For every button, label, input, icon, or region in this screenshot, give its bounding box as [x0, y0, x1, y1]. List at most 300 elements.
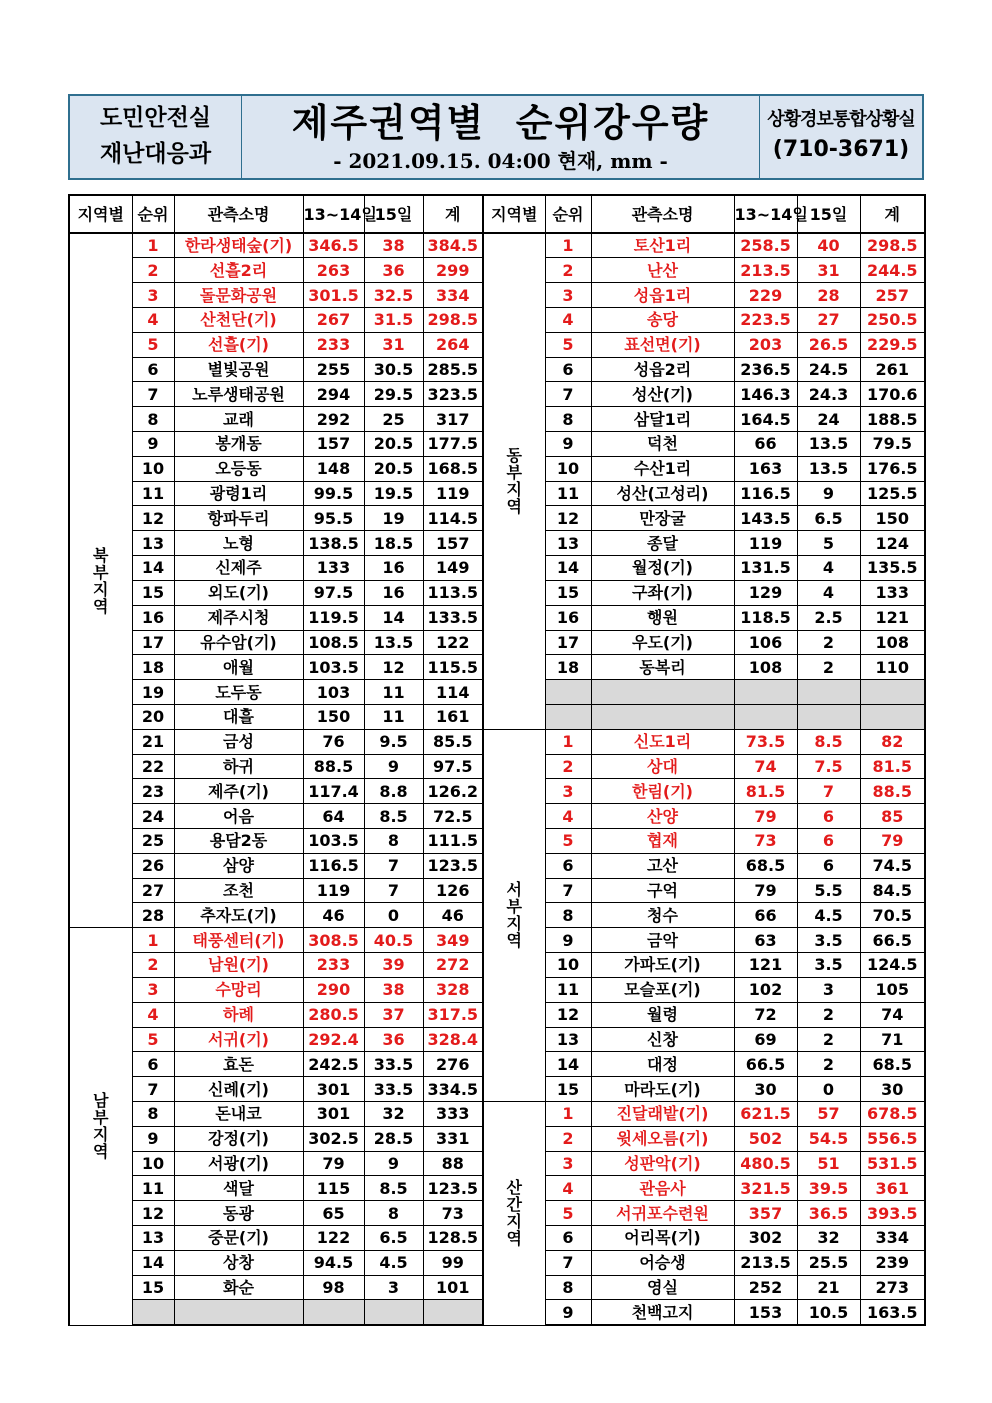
cell-total: 74: [860, 1002, 925, 1027]
cell-rank: 9: [132, 432, 174, 457]
cell-d1314: 66: [734, 903, 797, 928]
cell-rank: 18: [545, 655, 591, 680]
cell-station: 강정(기): [174, 1126, 303, 1151]
cell-rank: 7: [132, 382, 174, 407]
cell-d15: 38: [364, 233, 423, 258]
cell-d15: 6: [797, 829, 860, 854]
cell-rank: 2: [132, 953, 174, 978]
cell-station: 남원(기): [174, 953, 303, 978]
cell-d1314: 223.5: [734, 307, 797, 332]
cell-total: 121: [860, 605, 925, 630]
cell-total: 328.4: [423, 1027, 483, 1052]
cell-station: 노루생태공원: [174, 382, 303, 407]
cell-rank: 20: [132, 704, 174, 729]
cell-d1314: 255: [303, 357, 364, 382]
cell-total: 72.5: [423, 804, 483, 829]
cell-d15: 20.5: [364, 432, 423, 457]
cell-d15: 40.5: [364, 928, 423, 953]
cell-rank: 10: [545, 456, 591, 481]
cell-d1314: 66.5: [734, 1052, 797, 1077]
cell-station: 표선면(기): [591, 332, 734, 357]
cell-station: 선흘(기): [174, 332, 303, 357]
cell-d15: 7: [797, 779, 860, 804]
cell-d15: 18.5: [364, 531, 423, 556]
cell-rank: 25: [132, 829, 174, 854]
cell-d15: 9: [364, 754, 423, 779]
cell-rank: 1: [545, 233, 591, 258]
cell-total: 122: [423, 630, 483, 655]
cell-d1314: 63: [734, 928, 797, 953]
cell-rank: 11: [545, 481, 591, 506]
cell-rank: 17: [545, 630, 591, 655]
cell-station: 어리목(기): [591, 1226, 734, 1251]
cell-d1314: 203: [734, 332, 797, 357]
cell-d15: 13.5: [364, 630, 423, 655]
cell-total: 331: [423, 1126, 483, 1151]
cell-station: 제주시청: [174, 605, 303, 630]
cell-d15: 16: [364, 556, 423, 581]
cell-total: 333: [423, 1101, 483, 1126]
cell-d1314: 131.5: [734, 556, 797, 581]
cell-station: 성판악(기): [591, 1151, 734, 1176]
cell-total: 149: [423, 556, 483, 581]
cell-station: 만장굴: [591, 506, 734, 531]
cell-d1314: [734, 704, 797, 729]
cell-total: 334: [423, 283, 483, 308]
cell-station: 애월: [174, 655, 303, 680]
cell-station: 수산1리: [591, 456, 734, 481]
cell-total: 298.5: [423, 307, 483, 332]
cell-rank: 13: [545, 531, 591, 556]
cell-total: 285.5: [423, 357, 483, 382]
cell-rank: 3: [545, 1151, 591, 1176]
cell-d15: 40: [797, 233, 860, 258]
cell-station: 천백고지: [591, 1300, 734, 1325]
cell-total: 101: [423, 1275, 483, 1300]
cell-d1314: 122: [303, 1226, 364, 1251]
cell-station: 금악: [591, 928, 734, 953]
cell-station: 송당: [591, 307, 734, 332]
cell-d15: 29.5: [364, 382, 423, 407]
cell-d15: 2.5: [797, 605, 860, 630]
cell-station: 용담2동: [174, 829, 303, 854]
cell-d15: 25.5: [797, 1250, 860, 1275]
cell-station: 관음사: [591, 1176, 734, 1201]
cell-d15: 24.3: [797, 382, 860, 407]
cell-total: 71: [860, 1027, 925, 1052]
cell-rank: 8: [545, 903, 591, 928]
cell-rank: 6: [132, 1052, 174, 1077]
cell-station: 청수: [591, 903, 734, 928]
cell-d1314: 346.5: [303, 233, 364, 258]
cell-rank: 4: [545, 804, 591, 829]
cell-total: 229.5: [860, 332, 925, 357]
cell-d1314: 138.5: [303, 531, 364, 556]
cell-d1314: 64: [303, 804, 364, 829]
cell-total: 82: [860, 729, 925, 754]
cell-total: 250.5: [860, 307, 925, 332]
cell-total: 264: [423, 332, 483, 357]
cell-rank: 5: [132, 332, 174, 357]
cell-total: 73: [423, 1201, 483, 1226]
department-box: [70, 96, 242, 178]
cell-rank: 15: [545, 580, 591, 605]
cell-rank: 19: [132, 680, 174, 705]
cell-d15: [797, 680, 860, 705]
region-label: 동 부 지 역: [483, 233, 545, 729]
cell-d15: 39.5: [797, 1176, 860, 1201]
cell-d1314: 106: [734, 630, 797, 655]
cell-d15: 8: [364, 829, 423, 854]
cell-rank: 2: [545, 1126, 591, 1151]
cell-d1314: 150: [303, 704, 364, 729]
cell-d15: 54.5: [797, 1126, 860, 1151]
cell-rank: 3: [545, 283, 591, 308]
cell-d1314: 116.5: [303, 853, 364, 878]
cell-d1314: 213.5: [734, 1250, 797, 1275]
cell-d15: 4.5: [364, 1250, 423, 1275]
cell-station: 성읍1리: [591, 283, 734, 308]
cell-total: 110: [860, 655, 925, 680]
cell-d1314: 252: [734, 1275, 797, 1300]
cell-rank: [132, 1300, 174, 1325]
cell-d15: 0: [797, 1077, 860, 1102]
cell-d1314: 79: [734, 804, 797, 829]
cell-d15: 26.5: [797, 332, 860, 357]
cell-rank: 14: [545, 556, 591, 581]
cell-total: 135.5: [860, 556, 925, 581]
cell-d1314: 302.5: [303, 1126, 364, 1151]
col-1314: 13~14일: [734, 195, 797, 233]
cell-d15: 5.5: [797, 878, 860, 903]
cell-total: 126.2: [423, 779, 483, 804]
cell-d15: 3: [364, 1275, 423, 1300]
page-title: 제주권역별 순위강우량: [291, 101, 710, 145]
cell-station: 화순: [174, 1275, 303, 1300]
cell-station: 윗세오름(기): [591, 1126, 734, 1151]
cell-d15: 24.5: [797, 357, 860, 382]
cell-d15: 3.5: [797, 928, 860, 953]
cell-station: 제주(기): [174, 779, 303, 804]
cell-d1314: 79: [734, 878, 797, 903]
cell-d15: 8.5: [797, 729, 860, 754]
cell-station: 난산: [591, 258, 734, 283]
cell-d1314: 267: [303, 307, 364, 332]
cell-rank: 23: [132, 779, 174, 804]
cell-station: 봉개동: [174, 432, 303, 457]
cell-rank: 13: [132, 1226, 174, 1251]
cell-d15: [797, 704, 860, 729]
region-label: 산 간 지 역: [483, 1101, 545, 1325]
cell-rank: 9: [545, 928, 591, 953]
cell-station: 삼달1리: [591, 407, 734, 432]
cell-rank: 2: [132, 258, 174, 283]
cell-rank: 11: [132, 481, 174, 506]
cell-rank: 26: [132, 853, 174, 878]
cell-d15: 11: [364, 704, 423, 729]
cell-station: 동복리: [591, 655, 734, 680]
cell-station: 한림(기): [591, 779, 734, 804]
cell-station: 성산(기): [591, 382, 734, 407]
cell-station: 교래: [174, 407, 303, 432]
cell-d15: 0: [364, 903, 423, 928]
cell-d1314: 301: [303, 1101, 364, 1126]
cell-station: 월정(기): [591, 556, 734, 581]
cell-rank: 3: [545, 779, 591, 804]
cell-d1314: 290: [303, 977, 364, 1002]
cell-d1314: 103.5: [303, 655, 364, 680]
cell-total: 113.5: [423, 580, 483, 605]
cell-d15: 36.5: [797, 1201, 860, 1226]
cell-rank: 16: [545, 605, 591, 630]
cell-total: 30: [860, 1077, 925, 1102]
cell-d1314: 129: [734, 580, 797, 605]
cell-d15: 39: [364, 953, 423, 978]
cell-d15: 7: [364, 853, 423, 878]
cell-rank: 9: [132, 1126, 174, 1151]
cell-rank: 17: [132, 630, 174, 655]
cell-total: 123.5: [423, 1176, 483, 1201]
cell-total: 239: [860, 1250, 925, 1275]
cell-station: 대흘: [174, 704, 303, 729]
cell-total: 114: [423, 680, 483, 705]
cell-station: 대정: [591, 1052, 734, 1077]
cell-d15: 31: [364, 332, 423, 357]
cell-d1314: 301: [303, 1077, 364, 1102]
cell-d15: 2: [797, 630, 860, 655]
cell-d1314: 121: [734, 953, 797, 978]
cell-rank: 18: [132, 655, 174, 680]
cell-total: 66.5: [860, 928, 925, 953]
cell-d1314: 30: [734, 1077, 797, 1102]
page-subtitle: - 2021.09.15. 04:00 현재, mm -: [333, 149, 668, 173]
cell-station: 신제주: [174, 556, 303, 581]
cell-d15: 12: [364, 655, 423, 680]
cell-station: [591, 680, 734, 705]
cell-d1314: 73: [734, 829, 797, 854]
cell-station: 신창: [591, 1027, 734, 1052]
cell-d1314: 258.5: [734, 233, 797, 258]
col-15: 15일: [797, 195, 860, 233]
cell-station: 서귀포수련원: [591, 1201, 734, 1226]
cell-d15: 4: [797, 580, 860, 605]
cell-rank: 4: [545, 307, 591, 332]
dept-line1: 도민안전실: [99, 105, 212, 131]
cell-d1314: 242.5: [303, 1052, 364, 1077]
cell-total: 88: [423, 1151, 483, 1176]
cell-rank: 8: [545, 407, 591, 432]
cell-rank: 10: [545, 953, 591, 978]
cell-station: 추자도(기): [174, 903, 303, 928]
cell-d1314: 66: [734, 432, 797, 457]
col-region: 지역별: [69, 195, 132, 233]
cell-d1314: 229: [734, 283, 797, 308]
cell-rank: 15: [545, 1077, 591, 1102]
cell-d15: 20.5: [364, 456, 423, 481]
cell-d15: 36: [364, 1027, 423, 1052]
cell-d15: 2: [797, 1002, 860, 1027]
cell-d1314: 81.5: [734, 779, 797, 804]
cell-d1314: 69: [734, 1027, 797, 1052]
cell-total: 128.5: [423, 1226, 483, 1251]
cell-d1314: 72: [734, 1002, 797, 1027]
cell-total: 272: [423, 953, 483, 978]
cell-station: [591, 704, 734, 729]
cell-station: 선흘2리: [174, 258, 303, 283]
cell-total: 261: [860, 357, 925, 382]
cell-d1314: 99.5: [303, 481, 364, 506]
cell-rank: 7: [132, 1077, 174, 1102]
cell-total: 99: [423, 1250, 483, 1275]
cell-d1314: 236.5: [734, 357, 797, 382]
cell-rank: 21: [132, 729, 174, 754]
cell-d1314: 73.5: [734, 729, 797, 754]
cell-d15: 57: [797, 1101, 860, 1126]
cell-d15: 32.5: [364, 283, 423, 308]
cell-d1314: 97.5: [303, 580, 364, 605]
cell-total: 176.5: [860, 456, 925, 481]
cell-d1314: 65: [303, 1201, 364, 1226]
cell-rank: 13: [132, 531, 174, 556]
cell-total: 125.5: [860, 481, 925, 506]
cell-rank: [545, 704, 591, 729]
cell-rank: 5: [545, 1201, 591, 1226]
cell-total: 85.5: [423, 729, 483, 754]
cell-total: 115.5: [423, 655, 483, 680]
region-label: 남 부 지 역: [69, 928, 132, 1325]
cell-station: 하례: [174, 1002, 303, 1027]
cell-rank: 2: [545, 258, 591, 283]
cell-d15: 7.5: [797, 754, 860, 779]
cell-station: 협재: [591, 829, 734, 854]
cell-station: 동광: [174, 1201, 303, 1226]
cell-station: 하귀: [174, 754, 303, 779]
cell-d1314: 292: [303, 407, 364, 432]
cell-station: 광령1리: [174, 481, 303, 506]
cell-rank: 5: [545, 829, 591, 854]
cell-d1314: 116.5: [734, 481, 797, 506]
cell-total: 84.5: [860, 878, 925, 903]
cell-d1314: 153: [734, 1300, 797, 1325]
cell-station: 산천단(기): [174, 307, 303, 332]
cell-rank: 9: [545, 1300, 591, 1325]
cell-d1314: 502: [734, 1126, 797, 1151]
cell-d15: 51: [797, 1151, 860, 1176]
cell-station: 어음: [174, 804, 303, 829]
cell-d15: 2: [797, 1027, 860, 1052]
cell-rank: 8: [545, 1275, 591, 1300]
cell-d1314: 294: [303, 382, 364, 407]
cell-rank: 1: [132, 928, 174, 953]
dept-line2: 재난대응과: [99, 141, 212, 167]
cell-d15: 14: [364, 605, 423, 630]
cell-d15: 37: [364, 1002, 423, 1027]
cell-rank: 3: [132, 283, 174, 308]
cell-d15: 3.5: [797, 953, 860, 978]
cell-d15: 2: [797, 1052, 860, 1077]
cell-d1314: 95.5: [303, 506, 364, 531]
cell-station: 색달: [174, 1176, 303, 1201]
cell-total: 111.5: [423, 829, 483, 854]
cell-total: 276: [423, 1052, 483, 1077]
cell-rank: 12: [545, 506, 591, 531]
cell-total: 328: [423, 977, 483, 1002]
cell-rank: 7: [545, 1250, 591, 1275]
table-row: [69, 1101, 925, 1126]
cell-rank: 11: [132, 1176, 174, 1201]
cell-rank: 12: [132, 506, 174, 531]
cell-rank: 8: [132, 1101, 174, 1126]
cell-total: 126: [423, 878, 483, 903]
cell-rank: 11: [545, 977, 591, 1002]
cell-d1314: 133: [303, 556, 364, 581]
cell-rank: 22: [132, 754, 174, 779]
cell-station: 가파도(기): [591, 953, 734, 978]
cell-rank: 28: [132, 903, 174, 928]
cell-d15: 4: [797, 556, 860, 581]
cell-total: 46: [423, 903, 483, 928]
cell-d1314: 119.5: [303, 605, 364, 630]
table-header-row: [69, 195, 925, 233]
cell-d15: 31.5: [364, 307, 423, 332]
cell-total: [860, 704, 925, 729]
cell-rank: [545, 680, 591, 705]
cell-d1314: 233: [303, 332, 364, 357]
cell-d15: 9: [797, 481, 860, 506]
cell-station: 성읍2리: [591, 357, 734, 382]
cell-total: 168.5: [423, 456, 483, 481]
cell-total: 79.5: [860, 432, 925, 457]
cell-d1314: 98: [303, 1275, 364, 1300]
cell-d15: 4.5: [797, 903, 860, 928]
cell-rank: 12: [132, 1201, 174, 1226]
cell-rank: 16: [132, 605, 174, 630]
cell-d15: 8.5: [364, 804, 423, 829]
cell-d1314: 46: [303, 903, 364, 928]
cell-d1314: 157: [303, 432, 364, 457]
cell-rank: 4: [132, 307, 174, 332]
cell-total: 123.5: [423, 853, 483, 878]
cell-station: 외도(기): [174, 580, 303, 605]
cell-d15: 8.5: [364, 1176, 423, 1201]
cell-d1314: 302: [734, 1226, 797, 1251]
cell-station: [174, 1300, 303, 1325]
cell-station: 행원: [591, 605, 734, 630]
col-station: 관측소명: [174, 195, 303, 233]
cell-d1314: [303, 1300, 364, 1325]
col-15: 15일: [364, 195, 423, 233]
cell-d15: 33.5: [364, 1052, 423, 1077]
cell-d15: 8: [364, 1201, 423, 1226]
cell-rank: 15: [132, 1275, 174, 1300]
cell-total: 317: [423, 407, 483, 432]
cell-total: 334: [860, 1226, 925, 1251]
cell-station: 성산(고성리): [591, 481, 734, 506]
cell-station: 돌문화공원: [174, 283, 303, 308]
cell-total: 188.5: [860, 407, 925, 432]
cell-total: 177.5: [423, 432, 483, 457]
cell-total: 133: [860, 580, 925, 605]
cell-total: 334.5: [423, 1077, 483, 1102]
cell-d1314: 102: [734, 977, 797, 1002]
cell-station: 항파두리: [174, 506, 303, 531]
col-rank: 순위: [132, 195, 174, 233]
cell-d15: 32: [797, 1226, 860, 1251]
cell-station: 별빛공원: [174, 357, 303, 382]
cell-d15: 21: [797, 1275, 860, 1300]
cell-d1314: 280.5: [303, 1002, 364, 1027]
cell-d15: 8.8: [364, 779, 423, 804]
